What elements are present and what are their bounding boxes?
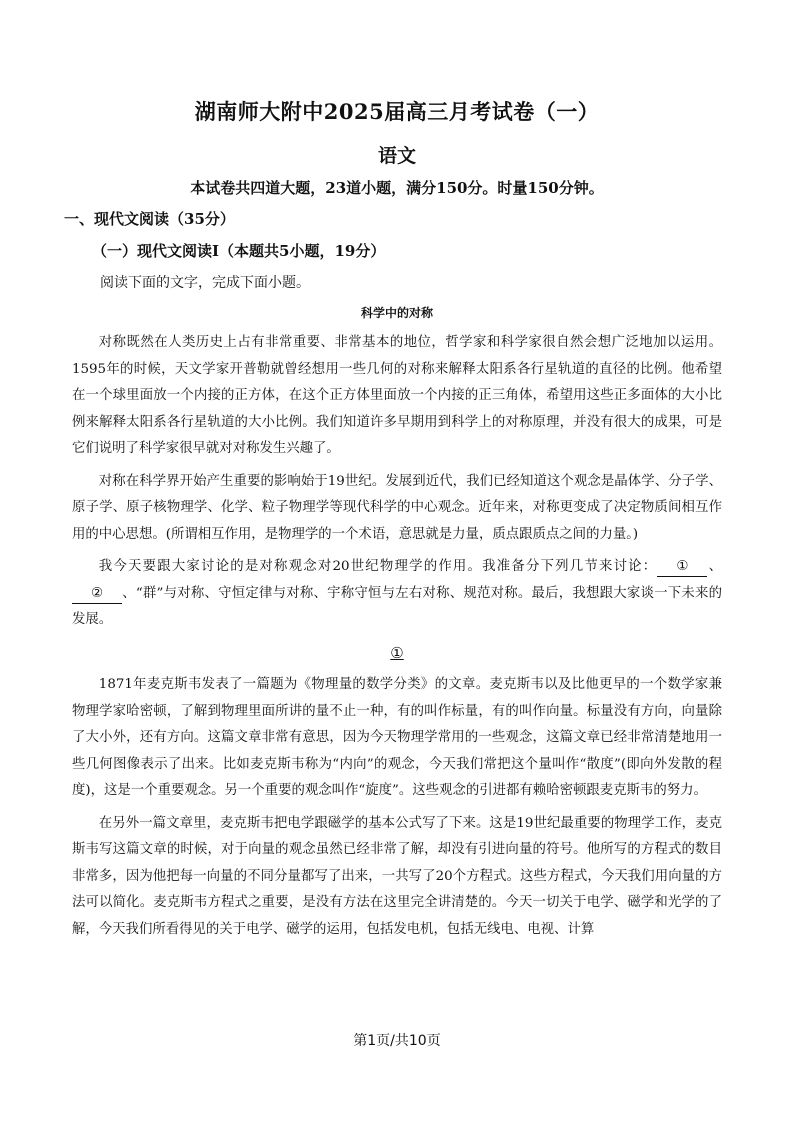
section-heading: 一、现代文阅读（35分） (64, 210, 235, 228)
fill-blank-1: ① (657, 558, 707, 577)
exam-title: 湖南师大附中2025届高三月考试卷（一） (194, 99, 600, 124)
subsection-heading: （一）现代文阅读Ⅰ（本题共5小题，19分） (92, 242, 386, 260)
paragraph-3-end: 、“群”与对称、守恒定律与对称、宇称守恒与左右对称、规范对称。最后，我想跟大家谈一下未来的发展。 (72, 585, 722, 627)
article-title: 科学中的对称 (360, 306, 433, 320)
paragraph-4: 1871年麦克斯韦发表了一篇题为《物理量的数学分类》的文章。麦克斯韦以及比他更早的一个数学家兼物理学家哈密顿，了解到物理里面所讲的量不止一种，有的叫作标量，有的叫作向量。标量没有方向，向量除了大小外，还有方向。这篇文章非常有意思，因为今天物理学常用的一些观念，这篇文章已经非常清楚地用一些几何图像表示了出来。比如麦克斯韦称为“内向”的观念，今天我们常把这个量叫作“散度”(即向外发散的程度)，这是一个重要观念。另一个重要的观念叫作“旋度”。这些观念的引进都有赖哈密顿跟麦克斯韦的努力。 (72, 677, 722, 798)
article-body (72, 330, 722, 943)
subject-label: 语文 (377, 145, 416, 167)
paragraph-2: 对称在科学界开始产生重要的影响始于19世纪。发展到近代，我们已经知道这个观念是晶体学、分子学、原子学、原子核物理学、化学、粒子物理学等现代科学的中心观念。近年来，对称更变成了决定物质间相互作用的中心思想。(所谓相互作用，是物理学的一个术语，意思就是力量，质点跟质点之间的力量。) (72, 473, 722, 542)
paragraph-1: 对称既然在人类历史上占有非常重要、非常基本的地位，哲学家和科学家很自然会想广泛地加以运用。1595年的时候，天文学家开普勒就曾经想用一些几何的对称来解释太阳系各行星轨道的直径的比例。他希望在一个球里面放一个内接的正方体，在这个正方体里面放一个内接的正三角体，希望用这些正多面体的大小比例来解释太阳系各行星轨道的大小比例。我们知道许多早期用到科学上的对称原理，并没有很大的成果，可是它们说明了科学家很早就对对称发生兴趣了。 (72, 335, 722, 456)
fill-blank-2: ② (72, 585, 122, 604)
blank-separator: 、 (707, 559, 722, 574)
paragraph-3-start: 我今天要跟大家讨论的是对称观念对20世纪物理学的作用。我准备分下列几节来讨论： (98, 559, 658, 574)
paragraph-3 (72, 554, 722, 634)
paragraph-5: 在另外一篇文章里，麦克斯韦把电学跟磁学的基本公式写了下来。这是19世纪最重要的物理学工作，麦克斯韦写这篇文章的时候，对于向量的观念虽然已经非常了解，却没有引进向量的符号。他所写的方程式的数目非常多，因为他把每一向量的不同分量都写了出来，一共写了20个方程式。这些方程式，今天我们用向量的方法可以简化。麦克斯韦方程式之重要，是没有方法在这里完全讲清楚的。今天一切关于电学、磁学和光学的了解，今天我们所看得见的关于电学、磁学的运用，包括发电机，包括无线电、电视、计算 (72, 815, 722, 937)
page-number: 第1页/共10页 (353, 1033, 441, 1049)
exam-info: 本试卷共四道大题，23道小题，满分150分。时量150分钟。 (190, 179, 604, 197)
instruction-text: 阅读下面的文字，完成下面小题。 (100, 275, 310, 291)
section-mark: ① (390, 643, 404, 662)
